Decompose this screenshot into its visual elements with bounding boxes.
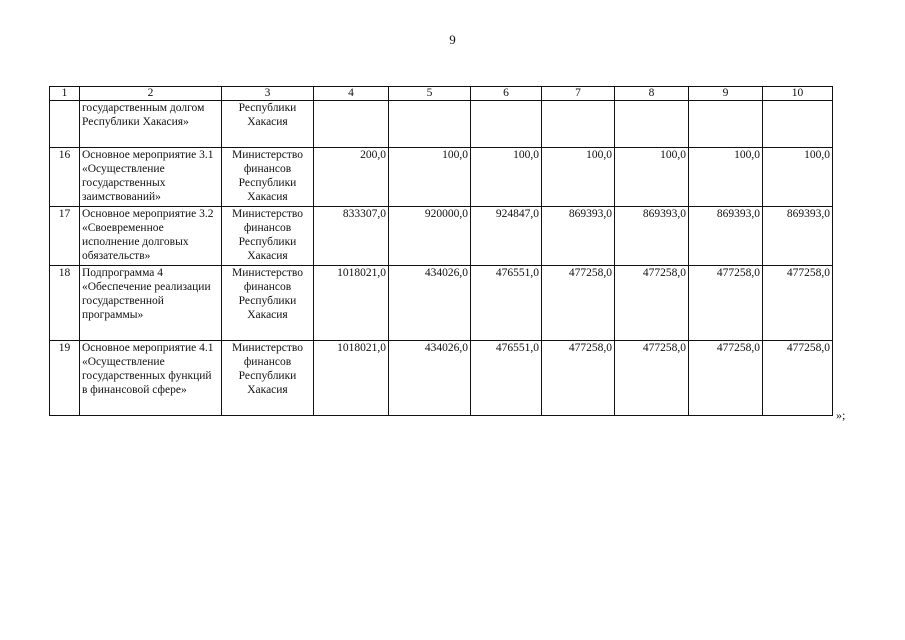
value-cell: 920000,0 xyxy=(389,207,471,266)
value-cell: 100,0 xyxy=(542,148,615,207)
row-executor: Министерство финансов Республики Хакасия xyxy=(222,341,314,416)
value-cell: 477258,0 xyxy=(615,341,689,416)
table-row xyxy=(50,101,833,148)
value-cell: 100,0 xyxy=(389,148,471,207)
value-cell: 833307,0 xyxy=(314,207,389,266)
header-cell: 4 xyxy=(314,87,389,101)
budget-table xyxy=(49,86,833,416)
value-cell: 200,0 xyxy=(314,148,389,207)
value-cell: 434026,0 xyxy=(389,266,471,341)
value-cell: 477258,0 xyxy=(615,266,689,341)
header-cell: 2 xyxy=(80,87,222,101)
row-name: Основное мероприятие 4.1 «Осуществление государственных функций в финансовой сфере» xyxy=(80,341,222,416)
value-cell: 100,0 xyxy=(689,148,763,207)
row-number xyxy=(50,101,80,148)
value-cell: 434026,0 xyxy=(389,341,471,416)
value-cell: 869393,0 xyxy=(542,207,615,266)
value-cell: 477258,0 xyxy=(542,341,615,416)
row-number: 19 xyxy=(50,341,80,416)
table-row xyxy=(50,266,833,341)
table-row xyxy=(50,207,833,266)
header-cell: 1 xyxy=(50,87,80,101)
header-cell: 8 xyxy=(615,87,689,101)
value-cell: 869393,0 xyxy=(763,207,833,266)
value-cell: 1018021,0 xyxy=(314,266,389,341)
value-cell xyxy=(763,101,833,148)
value-cell xyxy=(314,101,389,148)
header-row xyxy=(50,87,833,101)
value-cell: 477258,0 xyxy=(689,341,763,416)
row-name: Подпрограмма 4 «Обеспечение реализации государственной программы» xyxy=(80,266,222,341)
row-executor: Министерство финансов Республики Хакасия xyxy=(222,266,314,341)
header-cell: 3 xyxy=(222,87,314,101)
value-cell xyxy=(389,101,471,148)
closing-quote-mark: »; xyxy=(836,408,846,422)
row-name: государственным долгом Республики Хакасия» xyxy=(80,101,222,148)
value-cell: 924847,0 xyxy=(471,207,542,266)
row-name: Основное мероприятие 3.1 «Осуществление государственных заимствований» xyxy=(80,148,222,207)
value-cell: 100,0 xyxy=(615,148,689,207)
header-cell: 5 xyxy=(389,87,471,101)
value-cell xyxy=(471,101,542,148)
header-cell: 10 xyxy=(763,87,833,101)
table-row xyxy=(50,341,833,416)
value-cell: 477258,0 xyxy=(763,266,833,341)
value-cell: 477258,0 xyxy=(763,341,833,416)
value-cell xyxy=(542,101,615,148)
value-cell: 1018021,0 xyxy=(314,341,389,416)
value-cell: 476551,0 xyxy=(471,341,542,416)
row-number: 16 xyxy=(50,148,80,207)
page-number: 9 xyxy=(449,32,456,47)
value-cell: 100,0 xyxy=(471,148,542,207)
value-cell: 477258,0 xyxy=(542,266,615,341)
value-cell xyxy=(689,101,763,148)
value-cell xyxy=(615,101,689,148)
header-cell: 7 xyxy=(542,87,615,101)
header-cell: 9 xyxy=(689,87,763,101)
header-cell: 6 xyxy=(471,87,542,101)
value-cell: 869393,0 xyxy=(689,207,763,266)
value-cell: 869393,0 xyxy=(615,207,689,266)
row-number: 17 xyxy=(50,207,80,266)
value-cell: 100,0 xyxy=(763,148,833,207)
row-number: 18 xyxy=(50,266,80,341)
row-name: Основное мероприятие 3.2 «Своевременное исполнение долговых обязательств» xyxy=(80,207,222,266)
value-cell: 477258,0 xyxy=(689,266,763,341)
table-row xyxy=(50,148,833,207)
row-executor: Министерство финансов Республики Хакасия xyxy=(222,148,314,207)
value-cell: 476551,0 xyxy=(471,266,542,341)
row-executor: Министерство финансов Республики Хакасия xyxy=(222,207,314,266)
row-executor: Республики Хакасия xyxy=(222,101,314,148)
